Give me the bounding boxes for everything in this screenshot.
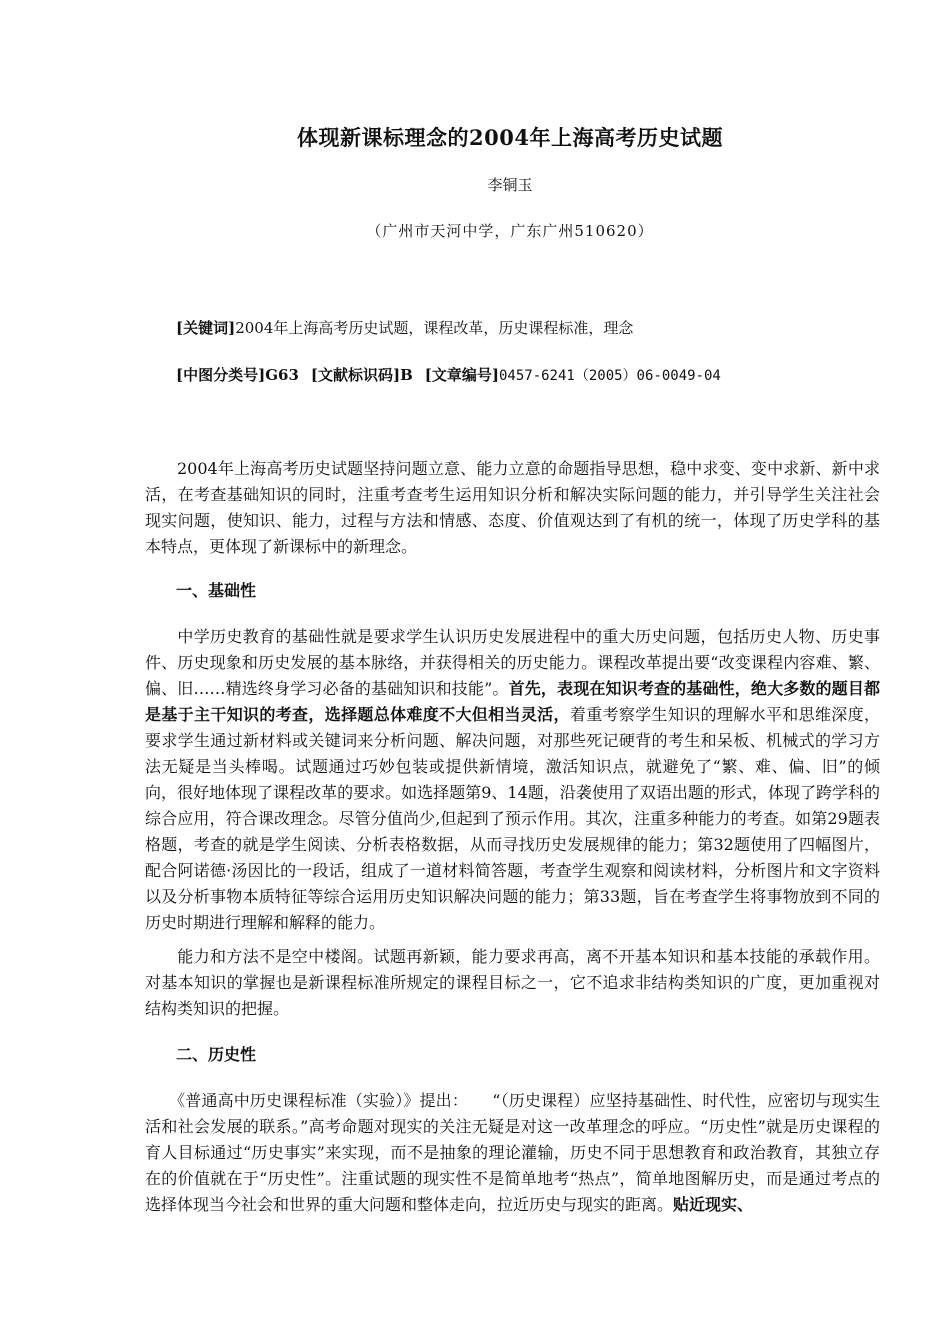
paragraph-basic-bold: 首先，表现在知识考查的基础性，绝大多数的题目都是基于主干知识的考查，选择题总体难度不大但相当灵活， (145, 679, 880, 724)
paragraph-ability-text: 能力和方法不是空中楼阁。试题再新颖，能力要求再高，离不开基本知识和基本技能的承载作用。对基本知识的掌握也是新课程标准所规定的课程目标之一，它不追求非结构类知识的广度，更加重视对结构类知识的把握。 (145, 947, 880, 1018)
paragraph-basic-text-a: 中学历史教育的基础性就是要求学生认识历史发展进程中的重大历史问题，包括历史人物、历史事件、历史现象和历史发展的基本脉络，并获得相关的历史能力。课程改革提出要“改变课程内容难、繁、偏、旧……精选终身学习必备的基础知识和技能”。 (145, 627, 880, 698)
classification-line (176, 364, 721, 385)
paragraph-historical (145, 1088, 880, 1218)
section-heading-basic: 一、基础性 (176, 581, 257, 600)
paragraph-intro-text: 2004年上海高考历史试题坚持问题立意、能力立意的命题指导思想，稳中求变、变中求新、新中求活，在考查基础知识的同时，注重考查考生运用知识分析和解决实际问题的能力，并引导学生关注社会现实问题，使知识、能力，过程与方法和情感、态度、价值观达到了有机的统一，体现了历史学科的基本特点，更体现了新课标中的新理念。 (145, 459, 880, 556)
section-heading-historical: 二、历史性 (176, 1045, 257, 1064)
keywords-label: [关键词] (176, 319, 236, 337)
doc-code-label: [文献标识码] (310, 366, 401, 384)
paragraph-basic-text-b: 着重考察学生知识的理解水平和思维深度，要求学生通过新材料或关键词来分析问题、解决问题，对那些死记硬背的考生和呆板、机械式的学习方法无疑是当头棒喝。试题通过巧妙包装或提供新情境，激活知识点，就避免了“繁、难、偏、旧”的倾向，很好地体现了课程改革的要求。如选择题第9、14题，沿袭使用了双语出题的形式，体现了跨学科的综合应用，符合课改理念。尽管分值尚少,但起到了预示作用。其次，注重多种能力的考查。如第29题表格题，考查的就是学生阅读、分析表格数据，从而寻找历史发展规律的能力；第32题使用了四幅图片，配合阿诺德·汤因比的一段话，组成了一道材料简答题，考查学生观察和阅读材料，分析图片和文字资料以及分析事物本质特征等综合运用历史知识解决问题的能力；第33题，旨在考查学生将事物放到不同的历史时期进行理解和解释的能力。 (145, 705, 880, 932)
article-no-value: 0457-6241（2005）06-0049-04 (498, 368, 721, 384)
paragraph-historical-bold: 贴近现实、 (673, 1195, 754, 1214)
clc-value: G63 (265, 366, 299, 384)
doc-code-value: B (400, 366, 413, 384)
keywords-value: 2004年上海高考历史试题，课程改革，历史课程标准，理念 (235, 319, 634, 337)
article-no-label: [文章编号] (424, 366, 499, 384)
keywords-line (176, 317, 633, 338)
author-name: 李铜玉 (487, 176, 533, 194)
author-affiliation: （广州市天河中学，广东广州510620） (366, 222, 654, 240)
clc-label: [中图分类号] (176, 366, 266, 384)
paragraph-basic (145, 624, 880, 936)
article-title: 体现新课标理念的2004年上海高考历史试题 (297, 125, 723, 150)
paragraph-ability (145, 944, 880, 1022)
paragraph-historical-text: 《普通高中历史课程标准（实验）》提出： “（历史课程）应坚持基础性、时代性，应密切与现实生活和社会发展的联系。”高考命题对现实的关注无疑是对这一改革理念的呼应。“历史性”就是历史课程的育人目标通过“历史事实”来实现，而不是抽象的理论灌输，历史不同于思想教育和政治教育，其独立存在的价值就在于“历史性”。注重试题的现实性不是简单地考“热点”，简单地图解历史，而是通过考点的选择体现当今社会和世界的重大问题和整体走向，拉近历史与现实的距离。 (145, 1091, 880, 1214)
paragraph-intro (145, 456, 880, 560)
